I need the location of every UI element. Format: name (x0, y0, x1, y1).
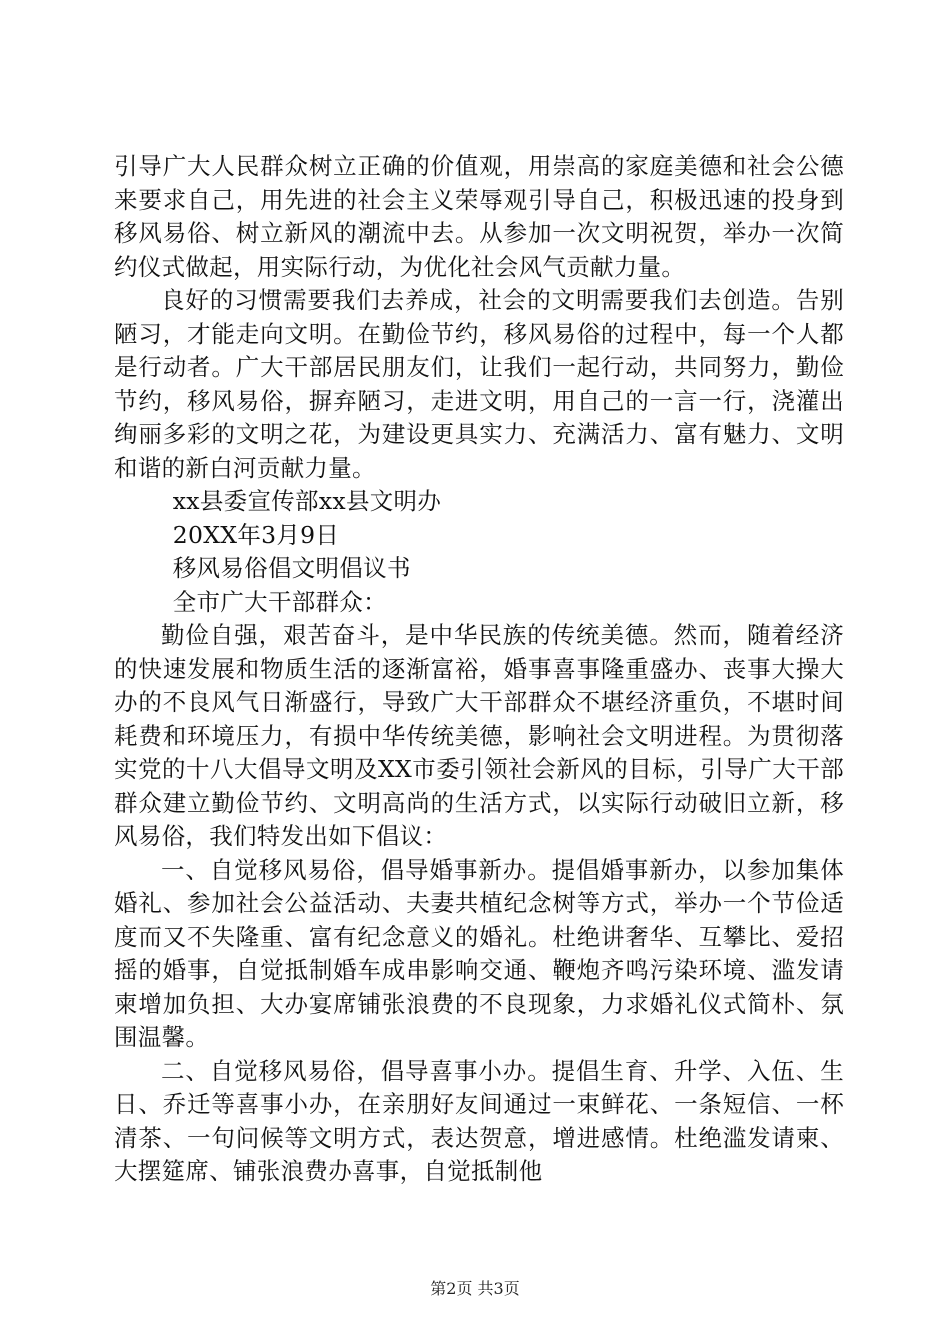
signature-date: 20XX年3月9日 (172, 520, 340, 549)
paragraph-celebration-reform: 二、自觉移风易俗，倡导喜事小办。提倡生育、升学、入伍、生日、乔迁等喜事小办，在亲朋好友间通过一束鲜花、一条短信、一杯清茶、一句问候等文明方式，表达贺意，增进感情。杜绝滥发请柬、大摆筵席、铺张浪费办喜事，自觉抵制他 (114, 1056, 844, 1185)
paragraph-introduction: 勤俭自强，艰苦奋斗，是中华民族的传统美德。然而，随着经济的快速发展和物质生活的逐渐富裕，婚事喜事隆重盛办、丧事大操大办的不良风气日渐盛行，导致广大干部群众不堪经济重负，不堪时间耗费和环境压力，有损中华传统美德，影响社会文明进程。为贯彻落实党的十八大倡导文明及XX市委引领社会新风的目标，引导广大干部群众建立勤俭节约、文明高尚的生活方式，以实际行动破旧立新，移风易俗，我们特发出如下倡议： (114, 621, 844, 850)
page-footer: 第2页 共3页 (430, 1279, 520, 1298)
proposal-title: 移风易俗倡文明倡议书 (172, 554, 411, 582)
paragraph-closing-appeal: 引导广大人民群众树立正确的价值观，用崇高的家庭美德和社会公德来要求自己，用先进的社会主义荣辱观引导自己，积极迅速的投身到移风易俗、树立新风的潮流中去。从参加一次文明祝贺，举办一次简约仪式做起，用实际行动，为优化社会风气贡献力量。 (114, 152, 844, 281)
paragraph-wedding-reform: 一、自觉移风易俗，倡导婚事新办。提倡婚事新办，以参加集体婚礼、参加社会公益活动、夫妻共植纪念树等方式，举办一个节俭适度而又不失隆重、富有纪念意义的婚礼。杜绝讲奢华、互攀比、爱招摇的婚事，自觉抵制婚车成串影响交通、鞭炮齐鸣污染环境、滥发请柬增加负担、大办宴席铺张浪费的不良现象，力求婚礼仪式简朴、氛围温馨。 (114, 855, 844, 1051)
signature-issuer: xx县委宣传部xx县文明办 (172, 487, 442, 515)
document-body (114, 150, 844, 1189)
salutation: 全市广大干部群众： (172, 587, 387, 616)
paragraph-good-habits: 良好的习惯需要我们去养成，社会的文明需要我们去创造。告别陋习，才能走向文明。在勤俭节约，移风易俗的过程中，每一个人都是行动者。广大干部居民朋友们，让我们一起行动，共同努力，勤俭节约，移风易俗，摒弃陋习，走进文明，用自己的一言一行，浇灌出绚丽多彩的文明之花，为建设更具实力、充满活力、富有魅力、文明和谐的新白河贡献力量。 (114, 286, 844, 482)
